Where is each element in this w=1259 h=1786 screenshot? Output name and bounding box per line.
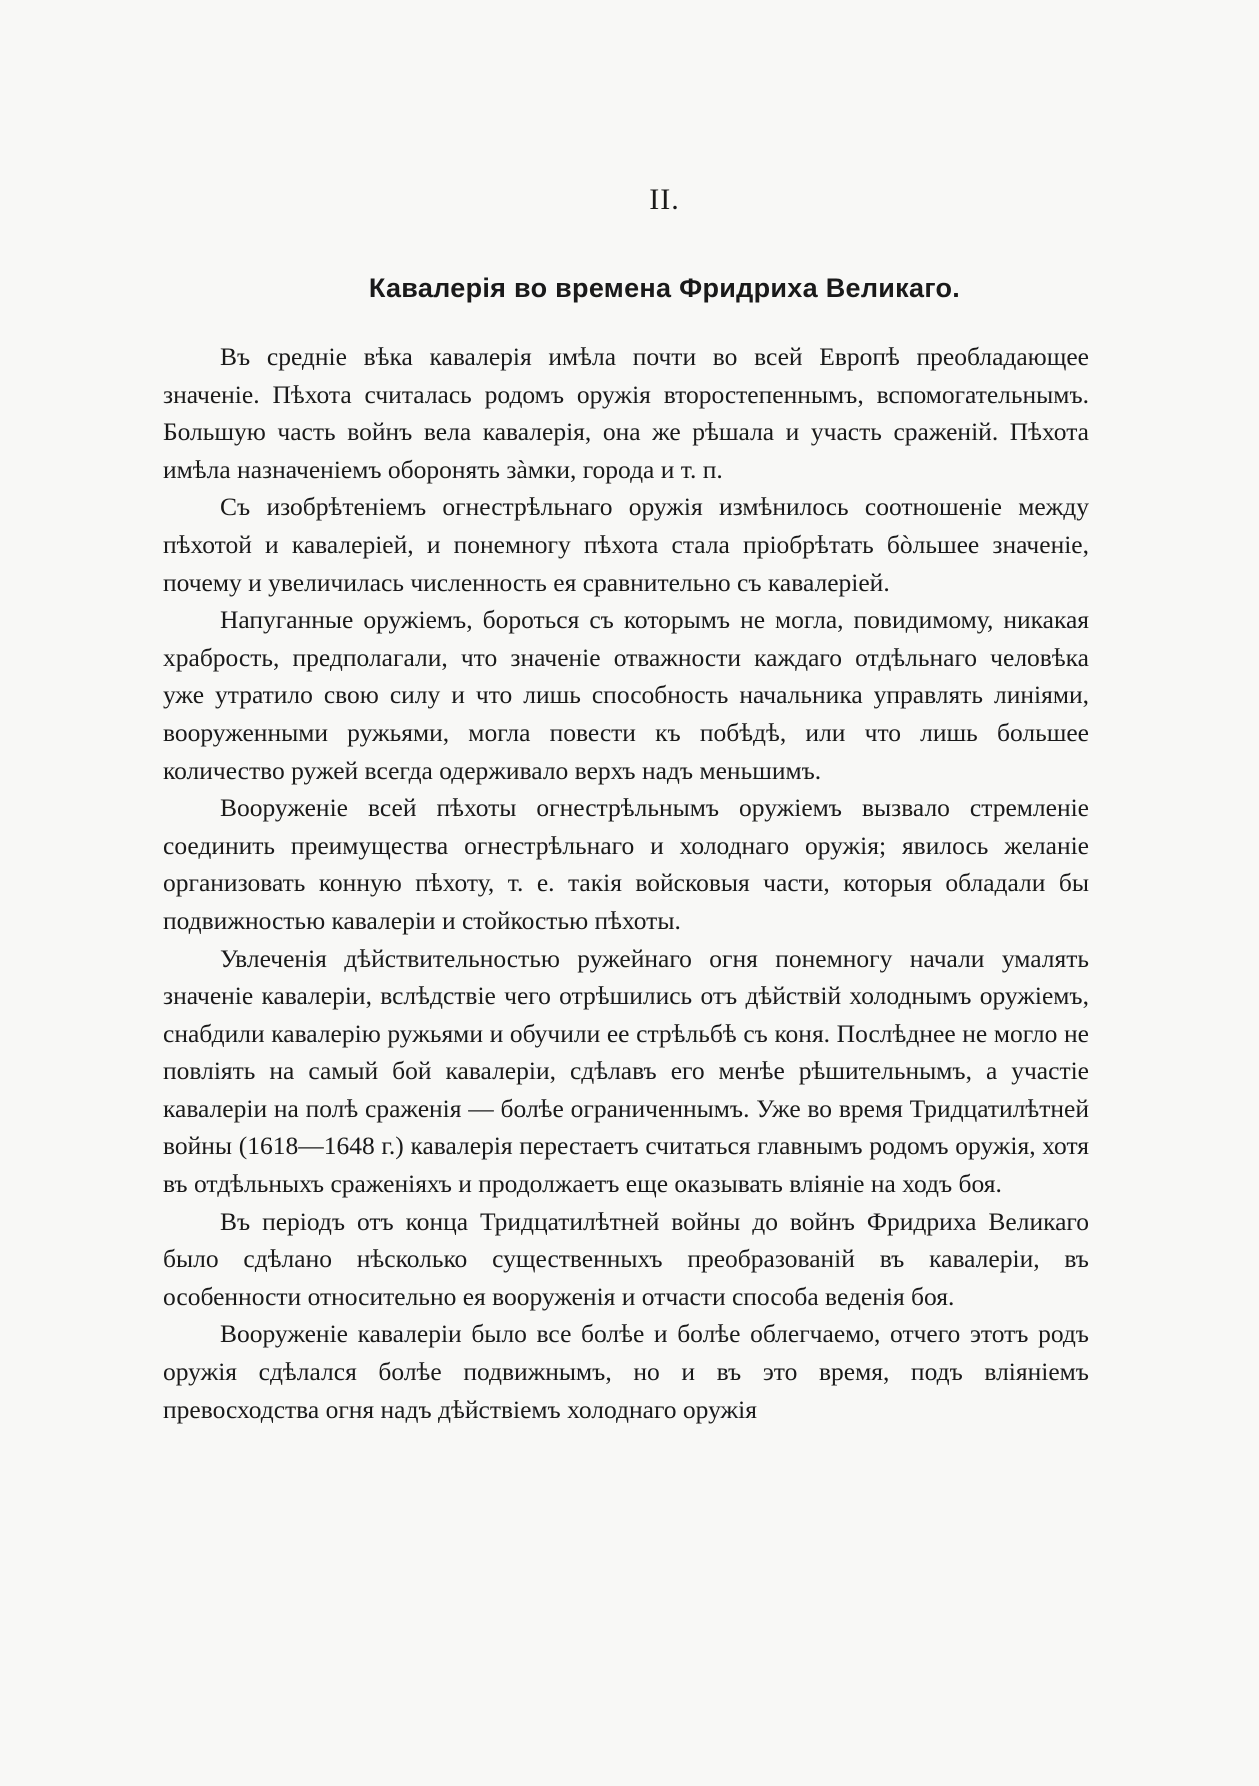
paragraph: Въ періодъ отъ конца Тридцатилѣтней войны до войнъ Фридриха Великаго было сдѣлано нѣсколько существенныхъ преобразованій въ кавалеріи, въ особенности относительно ея вооруженія и отчасти способа веденія боя. bbox=[163, 1206, 1089, 1311]
body-text bbox=[163, 338, 1089, 1428]
paragraph: Вооруженіе кавалеріи было все болѣе и болѣе облегчаемо, отчего этотъ родъ оружія сдѣлался болѣе подвижнымъ, но и въ это время, подъ вліяніемъ превосходства огня надъ дѣйствіемъ холоднаго оружія bbox=[163, 1319, 1089, 1424]
paragraph: Съ изобрѣтеніемъ огнестрѣльнаго оружія измѣнилось соотношеніе между пѣхотой и кавалеріей, и понемногу пѣхота стала пріобрѣтать бòльшее значеніе, почему и увеличилась численность ея сравнительно съ кавалеріей. bbox=[163, 492, 1089, 597]
paragraph: Напуганные оружіемъ, бороться съ которымъ не могла, повидимому, никакая храбрость, предполагали, что значеніе отважности каждаго отдѣльнаго человѣка уже утратило свою силу и что лишь способность начальника управлять линіями, вооруженными ружьями, могла повести къ побѣдѣ, или что лишь большее количество ружей всегда одерживало верхъ надъ меньшимъ. bbox=[163, 605, 1089, 785]
paragraph: Увлеченія дѣйствительностью ружейнаго огня понемногу начали умалять значеніе кавалеріи, вслѣдствіе чего отрѣшились отъ дѣйствій холоднымъ оружіемъ, снабдили кавалерію ружьями и обучили ее стрѣльбѣ съ коня. Послѣднее не могло не повліять на самый бой кавалеріи, сдѣлавъ его менѣе рѣшительнымъ, а участіе кавалеріи на полѣ сраженія — болѣе ограниченнымъ. Уже во время Тридцатилѣтней войны (1618—1648 г.) кавалерія перестаетъ считаться главнымъ родомъ оружія, хотя въ отдѣльныхъ сраженіяхъ и продолжаетъ еще оказывать вліяніе на ходъ боя. bbox=[163, 943, 1089, 1199]
paragraph: Вооруженіе всей пѣхоты огнестрѣльнымъ оружіемъ вызвало стремленіе соединить преимущества огнестрѣльнаго и холоднаго оружія; явилось желаніе организовать конную пѣхоту, т. е. такія войсковыя части, которыя обладали бы подвижностью кавалеріи и стойкостью пѣхоты. bbox=[163, 793, 1089, 935]
chapter-number: II. bbox=[649, 183, 680, 216]
paragraph: Въ средніе вѣка кавалерія имѣла почти во всей Европѣ преобладающее значеніе. Пѣхота считалась родомъ оружія второстепеннымъ, вспомогательнымъ. Большую часть войнъ вела кавалерія, она же рѣшала и участь сраженій. Пѣхота имѣла назначеніемъ оборонять зàмки, города и т. п. bbox=[163, 342, 1089, 484]
chapter-title: Кавалерія во времена Фридриха Великаго. bbox=[368, 273, 961, 303]
